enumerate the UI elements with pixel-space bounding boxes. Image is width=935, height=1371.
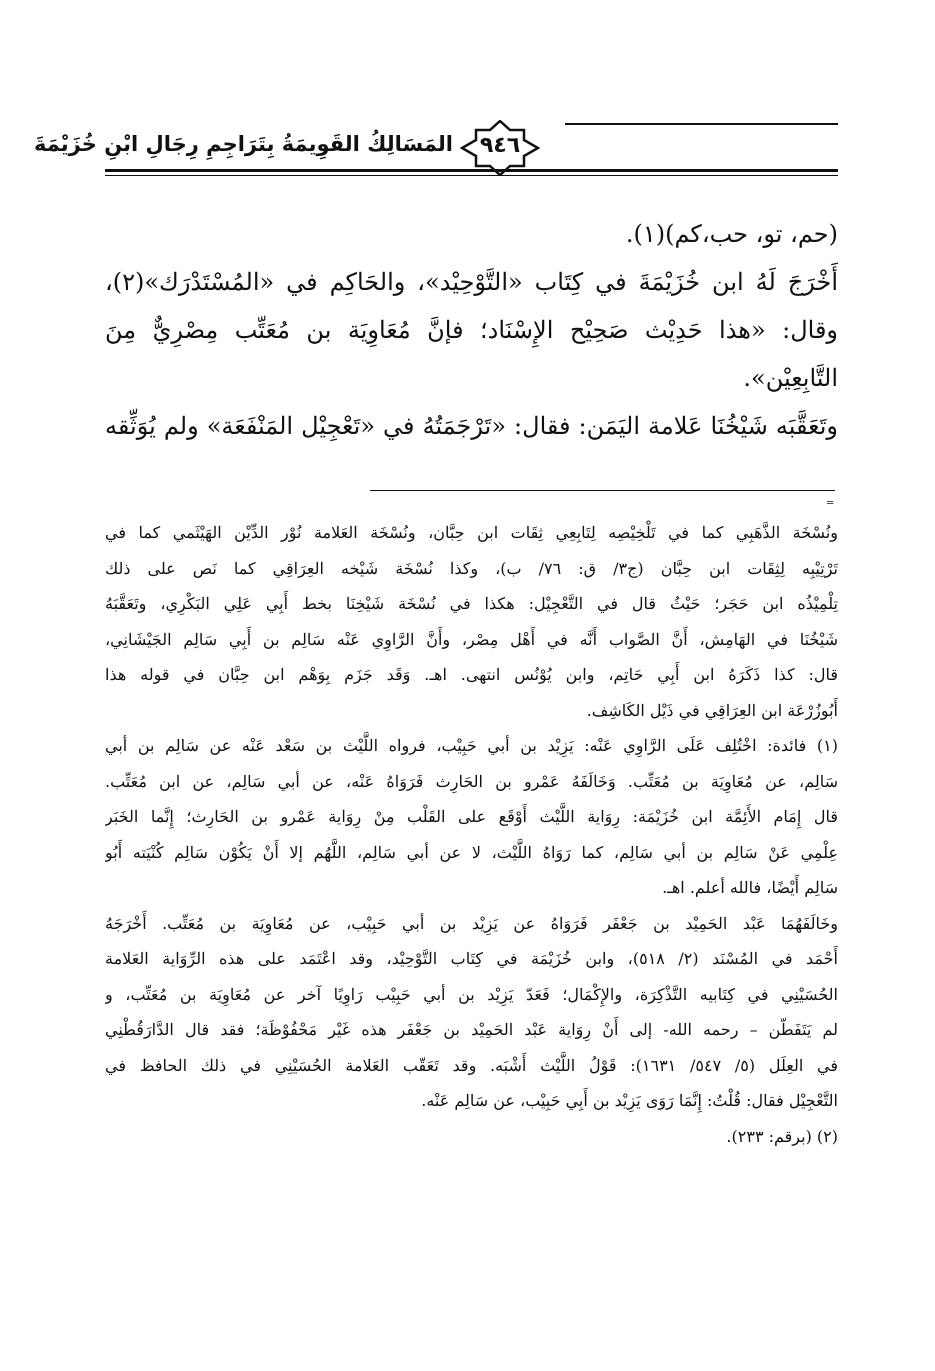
footnote-1-line: في العِلَل (٥/ ٥٤٧/ ١٦٣١): قَوْلُ اللَّيْث أَشْبَه. وقد تَعَقّب العَلامة الحُسَيْنِي في ذلك الحافظ في [105,1055,838,1075]
text-line: وتَعَقَّبَه شَيْخُنَا عَلامة اليَمَن: فقال: «تَرْجَمَتُهُ في «تَعْجِيْل المَنْفَعَة» ولم يُوَثِّقه [105,412,838,440]
text-line: وقال: «هذا حَدِيْث صَحِيْح الإِسْنَاد؛ فإنَّ مُعَاوِيَة بن مُعَتِّب مِصْرِيٌّ مِنَ [105,316,838,344]
footnote-1-line: التَّعْجِيْل فقال: قُلْتُ: إِنَّمَا رَوَى يَزِيْد بن أَبِي حَبِيْب، عن سَالِم عَنْه. [421,1091,838,1110]
text-line: التَّابِعِيْن». [743,364,838,392]
footnote-2-line: (٢) (برقم: ٢٣٣). [726,1126,838,1146]
header-top-rule [565,123,838,125]
footnote-line: تِلْمِيْذُه ابن حَجَر؛ حَيْثُ قال في التَّعْجِيْل: هكذا في نُسْخَة شَيْخِنَا بخط أَبِي عَلِي البَكْرِي، وتَعَقَّبَهُ [105,594,838,613]
header-rule-thin [105,175,838,176]
text-line: أَخْرَجَ لَهُ ابن خُزَيْمَةَ في كِتَاب «التَّوْحِيْد»، والحَاكِم في «المُسْتَدْرَك»(٢)، [105,268,838,296]
footnote-line: ونُسْخَة الذَّهَبِي كما في تَلْخِيْصِه لِتَابِعِي ثِقَات ابن حِبَّان، ونُسْخَة العَلامة نُوْر الدِّيْن الهَيْثَمي كما في [105,523,838,542]
footnote-1-line: سَالِم أَيْضًا، فالله أعلم. اهـ. [662,878,838,897]
footnote-1-line: أَحْمَد في المُسْنَد (٢/ ٥١٨)، وابن خُزَيْمَة في كِتَاب التَّوْحِيْد، وقد اعْتَمَد على هذه الرِّوَاية العَلامة [105,949,838,968]
footnote-line: قال: كذا ذَكَرَهُ ابن أَبِي حَاتِم، وابن يُوْنُس انتهى. اهـ. وَقَد جَزَم بِوَهْم ابن حِبَّان في قوله هذا [105,665,838,684]
footnote-1-line: قال إِمَام الأَئِمَّة ابن خُزَيْمَة: رِوَاية اللَّيْث أَوْقَع على القَلْب مِنْ رِوَاية عَمْرو بن الحَارِث؛ إِنَّما الخَبَر [105,807,838,826]
footnote-line: تَرْتِيْبِه لِثِقَات ابن حِبَّان (ج٣/ ق: ٧٦/ ب)، وكذا نُسْخَة شَيْخه العِرَاقِي كما نَص على ذلك [105,558,838,578]
footnotes [105,515,838,1154]
footnote-line: شَيْخُنَا في الهَامِش، أَنَّ الصَّواب أَنَّه في أَهْل مِصْر، وأَنَّ الرَّاوِي عَنْه سَالِم بن أَبِي سَالِم الجَيْشَانِي، [105,629,838,649]
footnote-1-line: الحُسَيْنِي في كِتَابيه التَّذْكِرَة، والإِكْمَال؛ فَعَدّ يَزِيْد بن أبي حَبِيْب رَاوِيًا آخر عن مُعَاوِيَة بن مُعَتِّب، و [105,984,838,1004]
footnote-separator [370,490,835,491]
main-text [105,210,838,450]
footnote-1-line: لم يَتَفَطّن – رحمه الله- إلى أَنْ رِوَاية عَبْد الحَمِيْد بن جَعْفَر هذه غَيْر مَحْفُوْظَة؛ فقد قال الدَّارَقُطْنِي [105,1020,838,1039]
footnote-line: أَبُوزُرْعَة ابن العِرَاقِي في ذَيْل الكَاشِف. [586,700,838,720]
header-rule [105,169,838,172]
continuation-mark: = [826,498,835,509]
footnote-1-line: عِلْمِي عَنْ سَالِم بن أبي سَالِم، كما رَوَاهُ اللَّيْث، لا عن أبي سَالِم، اللَّهُم إلا أَنْ يَكُوْن سَالِم كُنْيَته أَبُو [105,842,838,862]
footnote-1-line: وخَالَفَهُمَا عَبْد الحَمِيْد بن جَعْفَر فَرَوَاهُ عن يَزِيْد بن أبي حَبِيْب، عن مُعَاوِيَة بن مُعَتِّب. أَخْرَجَهُ [105,913,838,933]
footnote-1-line: (١) فائدة: اخْتُلِف عَلَى الرَّاوِي عَنْه: يَزِيْد بن أبي حَبِيْب، فرواه اللَّيْث بن سَعْد عَنْه عن سَالِم بن أبي [105,736,838,755]
page-number: ٩٤٦ [479,133,521,158]
text-line: (حم، تو، حب،كم)(١). [625,220,838,248]
book-title: المَسَالِكُ القَوِيمَةُ بِتَرَاجِمِ رِجَالِ ابْنِ خُزَيْمَةَ [33,132,453,156]
footnote-1-line: سَالِم، عن مُعَاوِيَة بن مُعَتِّب. وَخَالَفَهُ عَمْرو بن الحَارِث فَرَوَاهُ عَنْه، عن أبي سَالِم، عن ابن مُعَتِّب. [105,771,838,791]
running-header [33,120,838,180]
